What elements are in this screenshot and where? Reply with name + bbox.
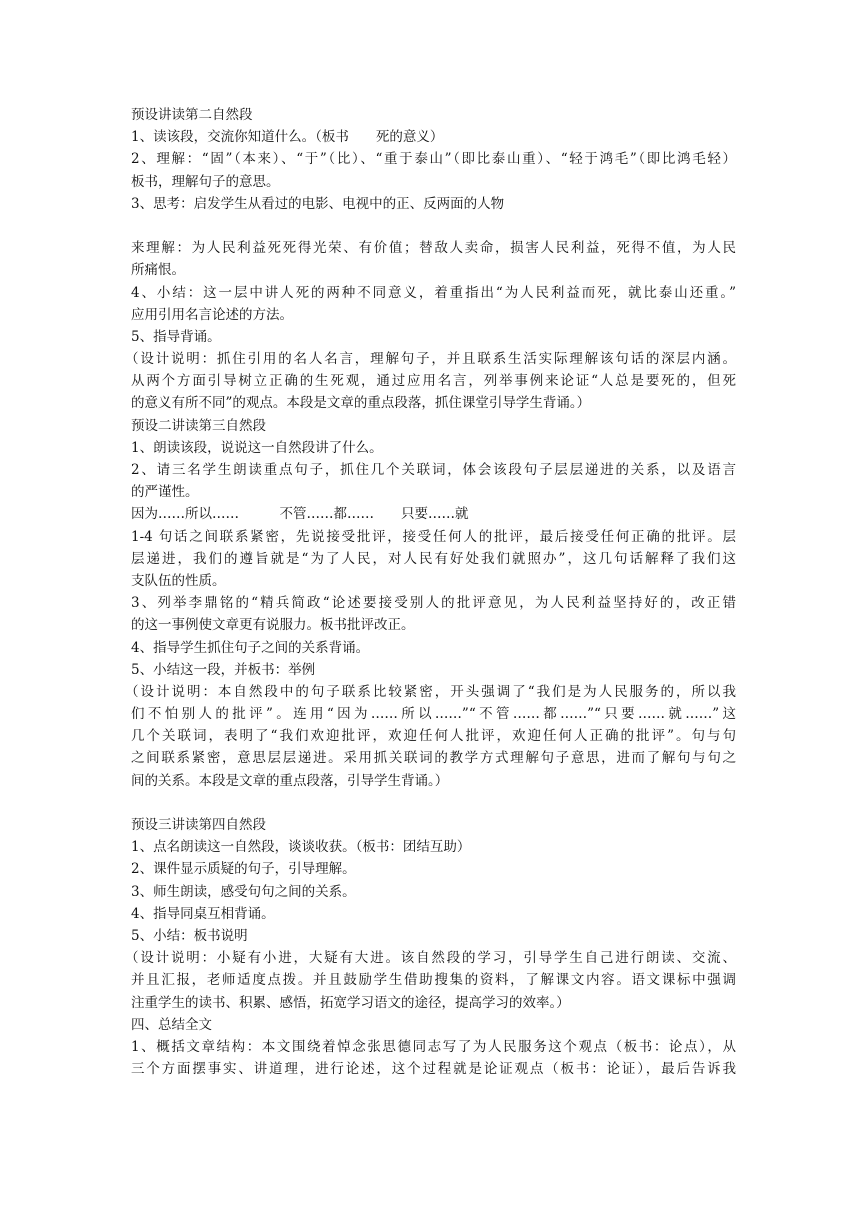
text-line: 5、小结这一段，并板书：举例 bbox=[131, 661, 316, 678]
text-line: 的严谨性。 bbox=[131, 484, 199, 501]
text-line: 2、理解：“固”（本来）、“于”（比）、“重于泰山”（即比泰山重）、“轻于鸿毛”（即比鸿毛轻） bbox=[131, 151, 736, 168]
document-page bbox=[125, 104, 736, 1080]
text-line: 应用引用名言论述的方法。 bbox=[131, 306, 293, 323]
text-line: 1、朗读该段，说说这一自然段讲了什么。 bbox=[131, 439, 383, 456]
design-note-line: 并且汇报，老师适度点拨。并且鼓励学生借助搜集的资料，了解课文内容。语文课标中强调 bbox=[131, 972, 736, 989]
design-note-line: 间的关系。本段是文章的重点段落，引导学生背诵。） bbox=[131, 772, 449, 789]
text-line: 2、课件显示质疑的句子，引导理解。 bbox=[131, 861, 356, 878]
design-note-line: 几个关联词，表明了“我们欢迎批评，欢迎任何人批评，欢迎任何人正确的批评”。句与句 bbox=[131, 728, 736, 745]
blank-line bbox=[131, 215, 736, 237]
text-line: 1-4 句话之间联系紧密，先说接受批评，接受任何人的批评，最后接受任何正确的批评。层 bbox=[131, 528, 736, 545]
blank-line bbox=[131, 792, 736, 814]
text-line: 来理解：为人民利益死死得光荣、有价值；替敌人卖命，损害人民利益，死得不值，为人民 bbox=[131, 240, 736, 257]
heading-section-4: 预设三讲读第四自然段 bbox=[131, 817, 266, 833]
text-line: 4、指导学生抓住句子之间的关系背诵。 bbox=[131, 639, 370, 656]
text-line: 3、师生朗读，感受句句之间的关系。 bbox=[131, 883, 356, 900]
design-note-line: 的意义有所不同”的观点。本段是文章的重点段落，抓住课堂引导学生背诵。） bbox=[131, 395, 591, 412]
text-line: 5、小结：板书说明 bbox=[131, 927, 248, 944]
heading-section-3: 预设二讲读第三自然段 bbox=[131, 417, 266, 434]
text-line: 4、小结：这一层中讲人死的两种不同意义，着重指出“为人民利益而死，就比泰山还重。” bbox=[131, 284, 736, 301]
text-line: 的这一事例使文章更有说服力。板书批评改正。 bbox=[131, 617, 415, 634]
design-note-line: （设计说明：抓住引用的名人名言，理解句子，并且联系生活实际理解该句话的深层内涵。 bbox=[125, 351, 736, 368]
text-line: 3、列举李鼎铭的“精兵简政“论述要接受别人的批评意见，为人民利益坚持好的，改正错 bbox=[131, 595, 736, 612]
heading-section-2: 预设讲读第二自然段 bbox=[131, 107, 253, 123]
heading-summary: 四、总结全文 bbox=[131, 1016, 212, 1033]
text-line: 因为……所以…… 不管……都…… 只要……就 bbox=[131, 506, 469, 523]
design-note-line: （设计说明：本自然段中的句子联系比较紧密，开头强调了“我们是为人民服务的，所以我 bbox=[125, 683, 736, 700]
text-line: 支队伍的性质。 bbox=[131, 572, 226, 589]
text-line: 1、读该段，交流你知道什么。（板书 死的意义） bbox=[131, 129, 444, 146]
text-line: 2、请三名学生朗读重点句子，抓住几个关联词，体会该段句子层层递进的关系，以及语言 bbox=[131, 462, 736, 478]
text-line: 1、点名朗读这一自然段，谈谈收获。（板书：团结互助） bbox=[131, 839, 471, 856]
text-line: 三个方面摆事实、讲道理，进行论述，这个过程就是论证观点（板书：论证），最后告诉我 bbox=[131, 1061, 736, 1078]
design-note-line: 注重学生的读书、积累、感悟，拓宽学习语文的途径，提高学习的效率。） bbox=[131, 994, 570, 1011]
text-line: 3、思考：启发学生从看过的电影、电视中的正、反两面的人物 bbox=[131, 195, 505, 212]
text-line: 1、概括文章结构：本文围绕着悼念张思德同志写了为人民服务这个观点（板书：论点），从 bbox=[131, 1038, 736, 1055]
text-line: 5、指导背诵。 bbox=[131, 328, 221, 345]
text-line: 4、指导同桌互相背诵。 bbox=[131, 905, 275, 922]
design-note-line: 们不怕别人的批评”。连用“因为……所以……”“不管……都……”“只要……就……”这 bbox=[131, 706, 736, 723]
design-note-line: 从两个方面引导树立正确的生死观，通过应用名言，列举事例来论证“人总是要死的，但死 bbox=[131, 373, 736, 390]
text-line: 所痛恨。 bbox=[131, 262, 185, 279]
design-note-line: 之间联系紧密，意思层层递进。采用抓关联词的教学方式理解句子意思，进而了解句与句之 bbox=[131, 750, 736, 767]
text-line: 层递进，我们的遵旨就是“为了人民，对人民有好处我们就照办”，这几句话解释了我们这 bbox=[131, 550, 736, 567]
text-line: 板书，理解句子的意思。 bbox=[131, 173, 280, 190]
design-note-line: （设计说明：小疑有小进，大疑有大进。该自然段的学习，引导学生自己进行朗读、交流、 bbox=[125, 950, 736, 967]
